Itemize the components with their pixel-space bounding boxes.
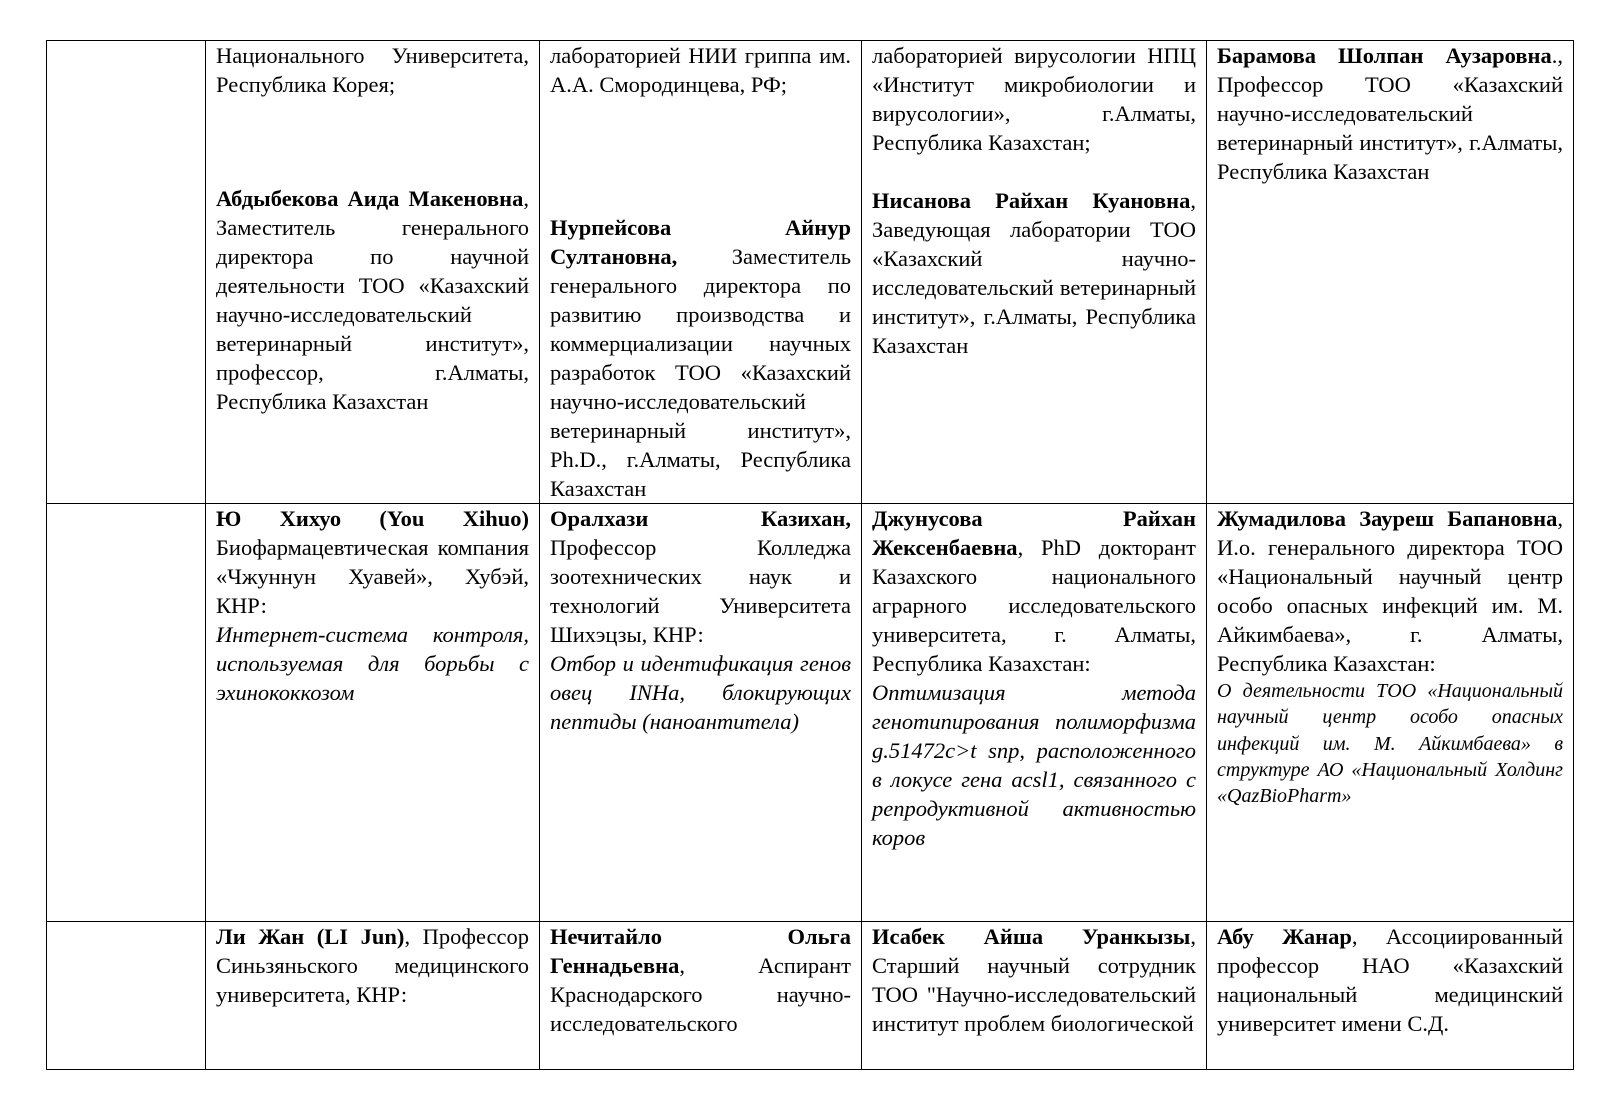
participant-entry <box>216 504 529 620</box>
table-cell <box>862 922 1207 1070</box>
participant-name: Нечитайло Ольга Геннадьевна <box>550 924 851 978</box>
participant-name: Ю Хихуо (You Xihuo) <box>216 506 529 531</box>
table-cell <box>1207 922 1574 1070</box>
participant-name: Ли Жан (LI Jun) <box>216 924 405 949</box>
report-topic: Отбор и идентификация генов овец INHa, блокирующих пептиды (наноантитела) <box>550 651 851 734</box>
participant-description: Биофармацевтическая компания «Чжуннун Хуавей», Хубэй, КНР: <box>216 535 529 618</box>
table-row <box>47 41 1574 504</box>
participant-entry <box>550 213 851 503</box>
participant-description: , PhD докторант Казахского национального аграрного исследовательского университета, г. Алматы, Республика Казахстан: <box>872 535 1196 676</box>
participant-name: Абу Жанар <box>1217 924 1352 949</box>
participant-description: , Заместитель генерального директора по научной деятельности ТОО «Казахский научно-исследовательский ветеринарный институт», профессор, г.Алматы, Республика Казахстан <box>216 186 529 414</box>
row-label-cell <box>47 504 206 922</box>
affiliation-text: Национального Университета, Республика Корея; <box>216 43 529 97</box>
participant-description: Профессор Колледжа зоотехнических наук и технологий Университета Шихэцзы, КНР: <box>550 535 851 647</box>
participant-name: Джунусова Райхан Жексенбаевна <box>872 506 1196 560</box>
participant-name: Оралхази Казихан, <box>550 506 851 531</box>
table-cell <box>862 41 1207 504</box>
participant-entry <box>1217 922 1563 1038</box>
participant-description: , Аспирант Краснодарского научно-исследовательского <box>550 953 851 1036</box>
table-cell <box>540 922 862 1070</box>
participant-entry <box>550 504 851 649</box>
row-label-cell <box>47 922 206 1070</box>
participant-description: ., Профессор ТОО «Казахский научно-исследовательский ветеринарный институт», г.Алматы, Республика Казахстан <box>1217 43 1563 184</box>
table-cell <box>540 504 862 922</box>
participant-entry <box>1217 504 1563 678</box>
participants-table <box>46 40 1574 1070</box>
affiliation-text: лабораторией НИИ гриппа им. А.А. Смородинцева, РФ; <box>550 43 851 97</box>
participant-entry <box>872 186 1196 360</box>
participant-description: , Профессор Синьзяньского медицинского университета, КНР: <box>216 924 529 1007</box>
participant-entry <box>872 504 1196 678</box>
participant-name: Барамова Шолпан Аузаровна <box>1217 43 1552 68</box>
participant-description: , Ассоциированный профессор НАО «Казахский национальный медицинский университет имени С.Д. <box>1217 924 1563 1036</box>
report-topic: Оптимизация метода генотипирования полиморфизма g.51472c>t snp, расположенного в локусе гена acsl1, связанного с репродуктивной активностью коров <box>872 680 1196 850</box>
report-topic: О деятельности ТОО «Национальный научный центр особо опасных инфекций им. М. Айкимбаева» в структуре АО «Национальный Холдинг «QazBioPharm» <box>1217 680 1563 808</box>
participant-description: Заместитель генерального директора по развитию производства и коммерциализации научных разработок ТОО «Казахский научно-исследовательский ветеринарный институт», Ph.D., г.Алматы, Республика Казахстан <box>550 244 851 501</box>
participant-description: , И.о. генерального директора ТОО «Национальный научный центр особо опасных инфекций им. М. Айкимбаева», г. Алматы, Республика Казахстан: <box>1217 506 1563 676</box>
participant-name: Нисанова Райхан Куановна <box>872 188 1191 213</box>
table-row <box>47 922 1574 1070</box>
report-topic: Интернет-система контроля, используемая для борьбы с эхинококкозом <box>216 622 529 705</box>
affiliation-text: лабораторией вирусологии НПЦ «Институт микробиологии и вирусологии», г.Алматы, Республика Казахстан; <box>872 43 1196 155</box>
participant-entry <box>216 184 529 416</box>
table-cell <box>1207 41 1574 504</box>
participant-entry <box>550 922 851 1038</box>
table-cell <box>206 41 540 504</box>
participant-description: , Старший научный сотрудник ТОО "Научно-исследовательский институт проблем биологической <box>872 924 1196 1036</box>
participant-name: Нурпейсова Айнур Султановна, <box>550 215 851 269</box>
table-cell <box>206 922 540 1070</box>
participant-name: Абдыбекова Аида Макеновна <box>216 186 524 211</box>
row-label-cell <box>47 41 206 504</box>
table-cell <box>540 41 862 504</box>
participant-name: Жумадилова Зауреш Бапановна <box>1217 506 1558 531</box>
table-row <box>47 504 1574 922</box>
table-cell <box>1207 504 1574 922</box>
participant-entry <box>872 922 1196 1038</box>
participant-description: , Заведующая лаборатории ТОО «Казахский научно-исследовательский ветеринарный институт», г.Алматы, Республика Казахстан <box>872 188 1196 358</box>
table-cell <box>206 504 540 922</box>
participant-entry <box>216 922 529 1009</box>
participant-name: Исабек Айша Уранкызы <box>872 924 1191 949</box>
table-cell <box>862 504 1207 922</box>
participant-entry <box>1217 41 1563 186</box>
